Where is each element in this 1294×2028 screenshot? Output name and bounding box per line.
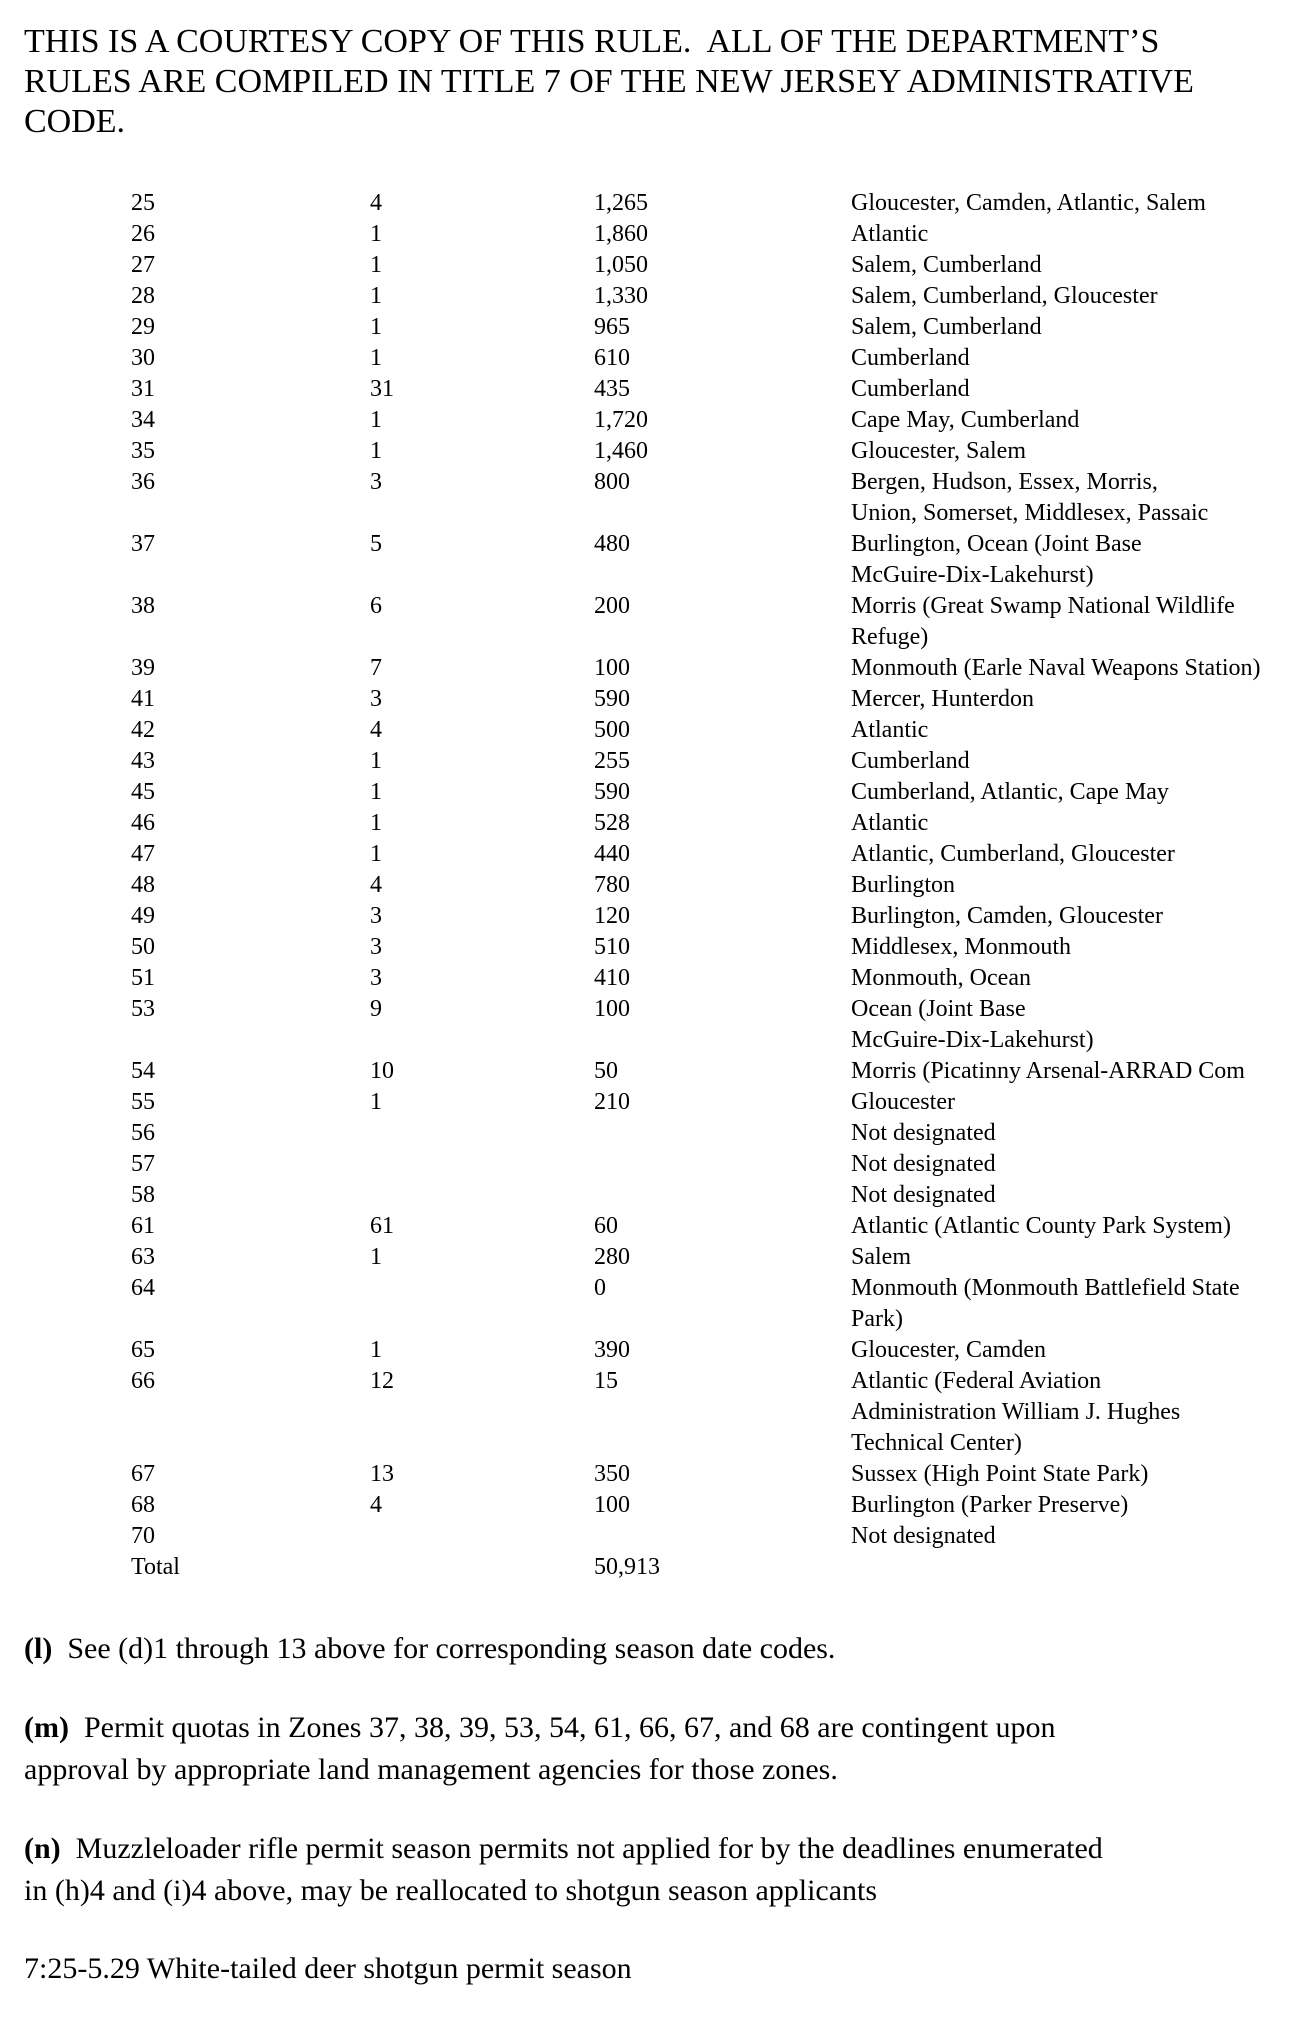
season-code: 3 [370,903,382,929]
county-text-line: Cumberland, Atlantic, Cape May [851,779,1169,805]
zone-number: 65 [131,1337,155,1363]
zone-number: 26 [131,221,155,247]
permit-quota: 390 [594,1337,630,1363]
counties-cell [851,312,1042,343]
county-text-line: Bergen, Hudson, Essex, Morris, [851,469,1158,495]
table-row [0,374,1294,405]
permit-quota: 50 [594,1058,618,1084]
counties-cell [851,1273,1240,1335]
zone-number: 37 [131,531,155,557]
county-text-line: Cape May, Cumberland [851,407,1080,433]
permit-quota-table [0,188,1294,1583]
county-text-line: Atlantic [851,810,929,836]
counties-cell [851,901,1163,932]
season-code: 5 [370,531,382,557]
zone-number: 38 [131,593,155,619]
table-row [0,963,1294,994]
zone-number: Total [131,1554,180,1580]
county-text-line: Burlington [851,872,956,898]
section-heading: 7:25-5.29 White-tailed deer shotgun permit season [24,1952,632,1985]
county-text-line: Cumberland [851,345,970,371]
table-row [0,188,1294,219]
zone-number: 25 [131,190,155,216]
paragraph-m-text-line-1: Permit quotas in Zones 37, 38, 39, 53, 54, 61, 66, 67, and 68 are contingent upon [68,1711,1056,1744]
counties-cell [851,436,1026,467]
table-row [0,219,1294,250]
season-code: 1 [370,345,382,371]
season-code: 12 [370,1368,394,1394]
permit-quota: 480 [594,531,630,557]
paragraph-l-text: See (d)1 through 13 above for corresponding season date codes. [52,1632,836,1665]
paragraph-n-marker: (n) [24,1832,61,1865]
paragraph-m-text-line-2: approval by appropriate land management agencies for those zones. [24,1753,838,1786]
county-text-line: Ocean (Joint Base [851,996,1026,1022]
county-text-line: Atlantic, Cumberland, Gloucester [851,841,1175,867]
zone-number: 35 [131,438,155,464]
zone-number: 48 [131,872,155,898]
table-row [0,746,1294,777]
counties-cell [851,932,1071,963]
permit-quota: 120 [594,903,630,929]
season-code: 10 [370,1058,394,1084]
permit-quota: 100 [594,655,630,681]
table-row [0,312,1294,343]
county-text-line: Atlantic [851,221,929,247]
permit-quota: 1,720 [594,407,648,433]
table-row [0,591,1294,653]
counties-cell [851,1118,996,1149]
season-code: 4 [370,872,382,898]
permit-quota: 780 [594,872,630,898]
paragraph-n [24,1828,1294,1912]
counties-cell [851,467,1208,529]
zone-number: 47 [131,841,155,867]
zone-number: 39 [131,655,155,681]
zone-number: 56 [131,1120,155,1146]
table-row [0,436,1294,467]
permit-quota: 200 [594,593,630,619]
table-row [0,653,1294,684]
county-text-line: Monmouth, Ocean [851,965,1031,991]
zone-number: 49 [131,903,155,929]
table-row [0,1180,1294,1211]
counties-cell [851,1521,996,1552]
table-row [0,901,1294,932]
zone-number: 46 [131,810,155,836]
courtesy-copy-notice: THIS IS A COURTESY COPY OF THIS RULE. ALL OF THE DEPARTMENT’S RULES ARE COMPILED IN TITLE 7 OF THE NEW JERSEY ADMINISTRATIVE CODE. [24,23,1194,140]
counties-cell [851,1335,1046,1366]
table-row [0,1521,1294,1552]
permit-quota: 100 [594,1492,630,1518]
county-text-line: McGuire-Dix-Lakehurst) [851,562,1094,588]
zone-number: 28 [131,283,155,309]
counties-cell [851,281,1158,312]
permit-quota: 590 [594,779,630,805]
counties-cell [851,529,1142,591]
table-row [0,1490,1294,1521]
season-code: 6 [370,593,382,619]
zone-number: 42 [131,717,155,743]
county-text-line: Gloucester, Camden, Atlantic, Salem [851,190,1206,216]
county-text-line: Not designated [851,1151,996,1177]
permit-quota: 60 [594,1213,618,1239]
table-row [0,839,1294,870]
counties-cell [851,839,1175,870]
counties-cell [851,1087,955,1118]
table-row [0,870,1294,901]
season-code: 13 [370,1461,394,1487]
paragraph-n-text-line-1: Muzzleloader rifle permit season permits not applied for by the deadlines enumerated [60,1832,1103,1865]
county-text-line: Not designated [851,1523,996,1549]
counties-cell [851,188,1206,219]
county-text-line: Morris (Picatinny Arsenal-ARRAD Com [851,1058,1245,1084]
season-code: 1 [370,407,382,433]
table-row [0,1335,1294,1366]
counties-cell [851,374,970,405]
season-code: 1 [370,1244,382,1270]
county-text-line: Atlantic [851,717,929,743]
permit-quota: 1,330 [594,283,648,309]
zone-number: 29 [131,314,155,340]
zone-number: 61 [131,1213,155,1239]
county-text-line: McGuire-Dix-Lakehurst) [851,1027,1094,1053]
county-text-line: Monmouth (Earle Naval Weapons Station) [851,655,1261,681]
season-code: 1 [370,314,382,340]
counties-cell [851,1056,1245,1087]
season-code: 1 [370,283,382,309]
table-row [0,1087,1294,1118]
table-row [0,684,1294,715]
zone-number: 54 [131,1058,155,1084]
permit-quota: 965 [594,314,630,340]
counties-cell [851,250,1042,281]
table-row [0,281,1294,312]
counties-cell [851,684,1034,715]
permit-quota: 1,860 [594,221,648,247]
county-text-line: Not designated [851,1182,996,1208]
permit-quota: 15 [594,1368,618,1394]
zone-number: 66 [131,1368,155,1394]
counties-cell [851,715,928,746]
season-code: 3 [370,469,382,495]
season-code: 1 [370,221,382,247]
counties-cell [851,870,955,901]
county-text-line: Park) [851,1306,903,1332]
counties-cell [851,1459,1148,1490]
county-text-line: Monmouth (Monmouth Battlefield State [851,1275,1240,1301]
permit-quota: 1,050 [594,252,648,278]
county-text-line: Burlington (Parker Preserve) [851,1492,1129,1518]
counties-cell [851,591,1235,653]
paragraph-m-marker: (m) [24,1711,69,1744]
table-row [0,1056,1294,1087]
permit-quota: 255 [594,748,630,774]
zone-number: 63 [131,1244,155,1270]
zone-number: 31 [131,376,155,402]
counties-cell [851,1211,1231,1242]
counties-cell [851,343,970,374]
zone-number: 36 [131,469,155,495]
table-row [0,250,1294,281]
season-code: 1 [370,779,382,805]
counties-cell [851,994,1094,1056]
table-row [0,529,1294,591]
zone-number: 41 [131,686,155,712]
paragraph-n-text-line-2: in (h)4 and (i)4 above, may be reallocated to shotgun season applicants [24,1874,878,1907]
season-code: 1 [370,1337,382,1363]
season-code: 31 [370,376,394,402]
table-row [0,994,1294,1056]
zone-number: 27 [131,252,155,278]
permit-quota: 590 [594,686,630,712]
zone-number: 64 [131,1275,155,1301]
table-row [0,1118,1294,1149]
table-row [0,1366,1294,1459]
counties-cell [851,963,1031,994]
season-code: 1 [370,841,382,867]
permit-quota: 528 [594,810,630,836]
county-text-line: Salem, Cumberland [851,314,1042,340]
county-text-line: Burlington, Ocean (Joint Base [851,531,1142,557]
paragraph-l-marker: (l) [24,1632,53,1665]
county-text-line: Morris (Great Swamp National Wildlife [851,593,1235,619]
zone-number: 51 [131,965,155,991]
counties-cell [851,1490,1128,1521]
zone-number: 34 [131,407,155,433]
season-code: 1 [370,748,382,774]
table-row [0,1459,1294,1490]
paragraph-l [24,1628,1294,1670]
season-code: 1 [370,438,382,464]
counties-cell [851,219,928,250]
zone-number: 53 [131,996,155,1022]
permit-quota: 410 [594,965,630,991]
table-row [0,405,1294,436]
county-text-line: Atlantic (Federal Aviation [851,1368,1102,1394]
paragraph-m [24,1707,1294,1791]
table-row [0,715,1294,746]
counties-cell [851,1242,911,1273]
permit-quota: 1,460 [594,438,648,464]
season-code: 3 [370,934,382,960]
county-text-line: Sussex (High Point State Park) [851,1461,1149,1487]
table-row [0,467,1294,529]
county-text-line: Atlantic (Atlantic County Park System) [851,1213,1231,1239]
county-text-line: Salem [851,1244,911,1270]
zone-number: 67 [131,1461,155,1487]
season-code: 7 [370,655,382,681]
zone-number: 55 [131,1089,155,1115]
county-text-line: Refuge) [851,624,929,650]
permit-quota: 440 [594,841,630,867]
zone-number: 70 [131,1523,155,1549]
table-row [0,1242,1294,1273]
table-row [0,1273,1294,1335]
table-row [0,808,1294,839]
table-row [0,932,1294,963]
permit-quota: 500 [594,717,630,743]
zone-number: 57 [131,1151,155,1177]
permit-quota: 1,265 [594,190,648,216]
zone-number: 50 [131,934,155,960]
permit-quota: 510 [594,934,630,960]
season-code: 3 [370,965,382,991]
permit-quota: 350 [594,1461,630,1487]
table-row [0,1149,1294,1180]
permit-quota: 100 [594,996,630,1022]
season-code: 3 [370,686,382,712]
counties-cell [851,808,928,839]
table-row [0,777,1294,808]
permit-quota: 800 [594,469,630,495]
county-text-line: Gloucester, Camden [851,1337,1046,1363]
county-text-line: Union, Somerset, Middlesex, Passaic [851,500,1209,526]
county-text-line: Salem, Cumberland [851,252,1042,278]
season-code: 4 [370,717,382,743]
county-text-line: Gloucester [851,1089,955,1115]
counties-cell [851,1180,996,1211]
zone-number: 45 [131,779,155,805]
county-text-line: Cumberland [851,376,970,402]
counties-cell [851,746,970,777]
county-text-line: Burlington, Camden, Gloucester [851,903,1163,929]
county-text-line: Mercer, Hunterdon [851,686,1034,712]
counties-cell [851,653,1261,684]
counties-cell [851,777,1169,808]
zone-number: 43 [131,748,155,774]
county-text-line: Administration William J. Hughes [851,1399,1181,1425]
county-text-line: Middlesex, Monmouth [851,934,1071,960]
season-code: 9 [370,996,382,1022]
zone-number: 68 [131,1492,155,1518]
permit-quota: 50,913 [594,1554,660,1580]
season-code: 1 [370,810,382,836]
county-text-line: Cumberland [851,748,970,774]
zone-number: 58 [131,1182,155,1208]
table-row [0,343,1294,374]
county-text-line: Gloucester, Salem [851,438,1026,464]
county-text-line: Salem, Cumberland, Gloucester [851,283,1158,309]
season-code: 4 [370,190,382,216]
table-row [0,1211,1294,1242]
counties-cell [851,1366,1180,1459]
season-code: 61 [370,1213,394,1239]
permit-quota: 610 [594,345,630,371]
county-text-line: Technical Center) [851,1430,1022,1456]
permit-quota: 435 [594,376,630,402]
table-row [0,1552,1294,1583]
counties-cell [851,405,1079,436]
permit-quota: 0 [594,1275,606,1301]
season-code: 1 [370,252,382,278]
counties-cell [851,1149,996,1180]
county-text-line: Not designated [851,1120,996,1146]
zone-number: 30 [131,345,155,371]
season-code: 1 [370,1089,382,1115]
permit-quota: 280 [594,1244,630,1270]
season-code: 4 [370,1492,382,1518]
permit-quota: 210 [594,1089,630,1115]
